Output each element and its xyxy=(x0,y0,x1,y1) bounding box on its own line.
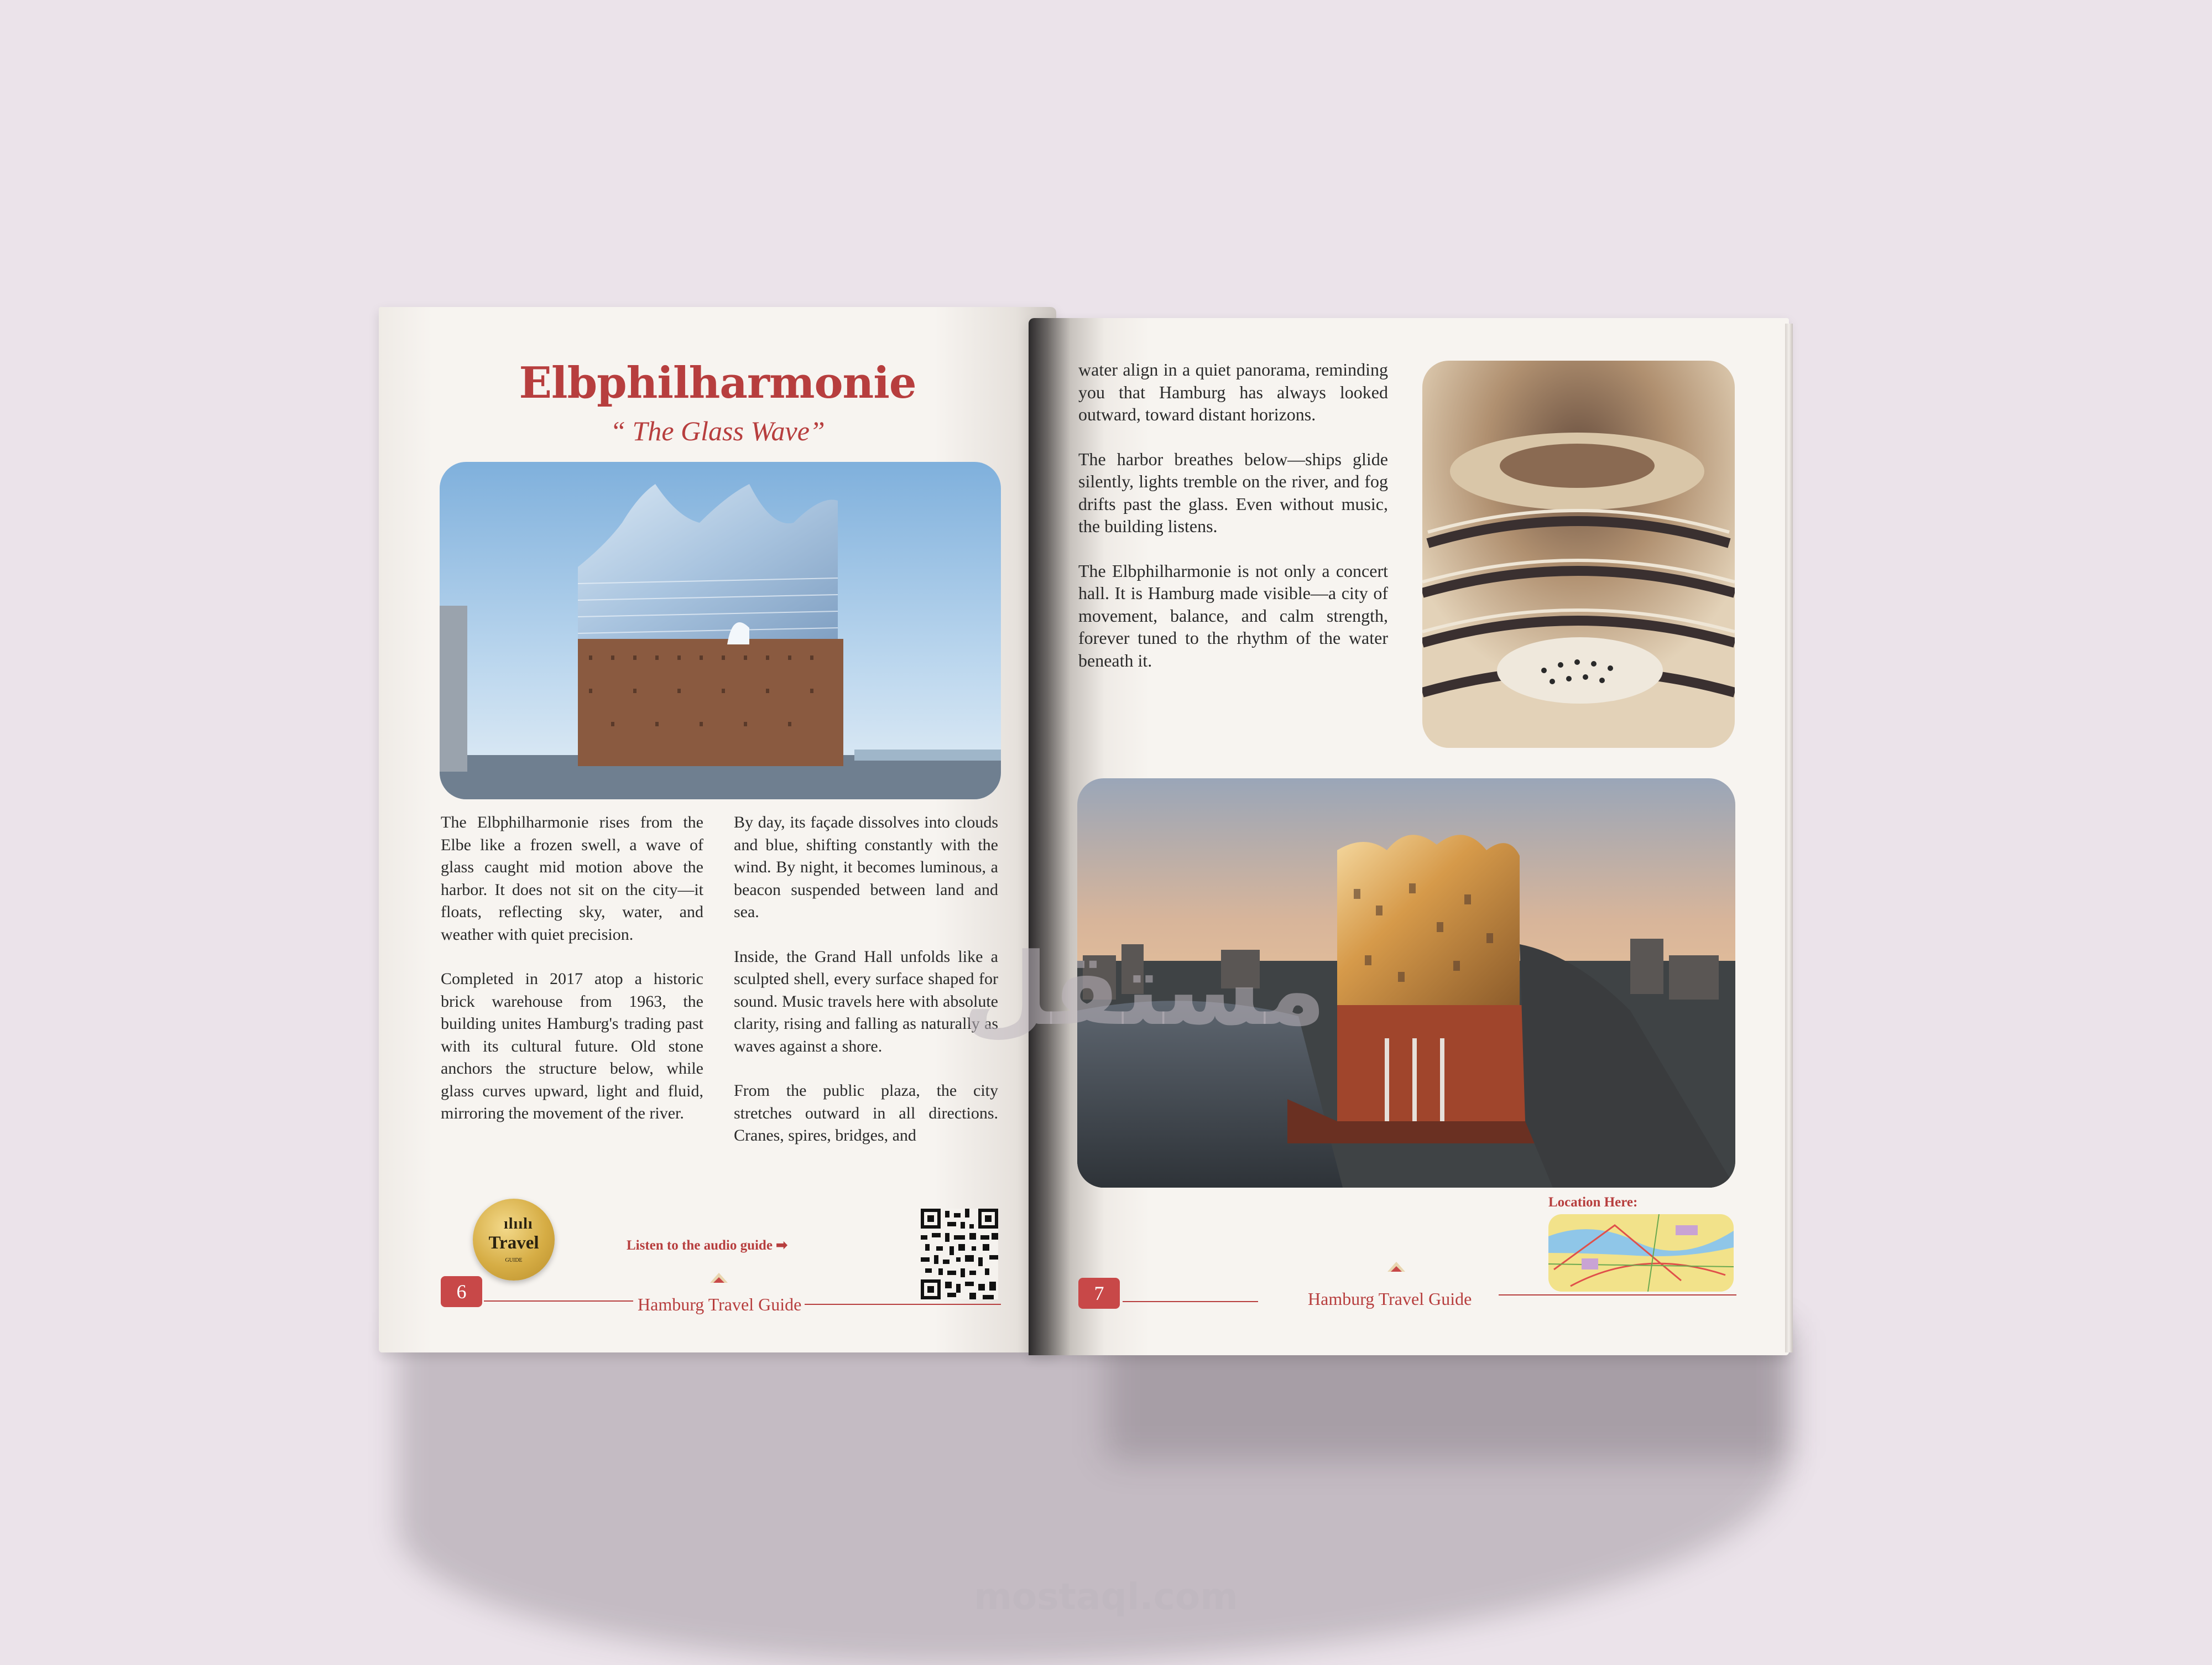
right-page xyxy=(1029,318,1789,1355)
footer-divider xyxy=(1499,1294,1736,1295)
badge-sublabel: GUIDE xyxy=(505,1257,523,1263)
page-subtitle: “ The Glass Wave” xyxy=(610,415,825,446)
travel-guide-badge xyxy=(473,1199,555,1281)
watermark-latin: mostaql.com xyxy=(974,1575,1238,1618)
elbphilharmonie-exterior-photo xyxy=(440,462,1001,799)
audio-guide-link[interactable]: Listen to the audio guide ➡ xyxy=(627,1238,788,1253)
page-number: 7 xyxy=(1078,1278,1120,1309)
footer-divider xyxy=(805,1304,1001,1305)
footer-divider xyxy=(1123,1301,1258,1302)
watermark-arabic: مستقل xyxy=(962,932,1327,1048)
left-page xyxy=(379,307,1056,1352)
soundwave-icon: ılıılı xyxy=(504,1215,533,1232)
paragraph: The harbor breathes below—ships glide silently, lights tremble on the river, and fog drifts past the glass. Even without music, the building listens. xyxy=(1078,449,1388,536)
page-title: Elbphilharmonie xyxy=(519,358,916,408)
location-label: Location Here: xyxy=(1548,1195,1638,1210)
location-map[interactable] xyxy=(1548,1214,1734,1292)
paragraph: By day, its façade dissolves into clouds and blue, shifting constantly with the wind. By night, it becomes luminous, a beacon suspended between land and sea. xyxy=(734,813,998,921)
paragraph: water align in a quiet panorama, reminding you that Hamburg has always looked outward, toward distant horizons. xyxy=(1078,360,1388,424)
badge-label: Travel xyxy=(488,1233,539,1253)
qr-code-icon[interactable] xyxy=(921,1209,998,1299)
footer-divider xyxy=(484,1300,633,1302)
text-column-2 xyxy=(734,811,998,1169)
paragraph: The Elbphilharmonie rises from the Elbe like a frozen swell, a wave of glass caught mid motion above the harbor. It does not sit on the city—it floats, reflecting sky, water, and weather with quiet precision. xyxy=(441,813,703,944)
text-column xyxy=(1078,358,1388,694)
page-number: 6 xyxy=(441,1276,482,1307)
text-column-1 xyxy=(441,811,703,1147)
paragraph: Inside, the Grand Hall unfolds like a sculpted shell, every surface shaped for sound. Music travels here with absolute clarity, rising and falling as naturally as waves against a shore. xyxy=(734,947,998,1055)
paragraph: From the public plaza, the city stretches outward in all directions. Cranes, spires, bridges, and xyxy=(734,1081,998,1144)
guide-logo-icon xyxy=(708,1269,730,1286)
paragraph: Completed in 2017 atop a historic brick warehouse from 1963, the building unites Hamburg's trading past with its cultural future. Old stone anchors the structure below, while glass curves upward, light and fluid, mirroring the movement of the river. xyxy=(441,970,703,1122)
page-edge xyxy=(1785,324,1793,1352)
paragraph: The Elbphilharmonie is not only a concert hall. It is Hamburg made visible—a city of movement, balance, and calm strength, forever tuned to the rhythm of the water beneath it. xyxy=(1078,560,1388,670)
footer-title: Hamburg Travel Guide xyxy=(638,1294,802,1314)
guide-logo-icon xyxy=(1385,1258,1407,1275)
footer-title: Hamburg Travel Guide xyxy=(1308,1289,1472,1309)
grand-hall-interior-photo xyxy=(1422,361,1735,748)
